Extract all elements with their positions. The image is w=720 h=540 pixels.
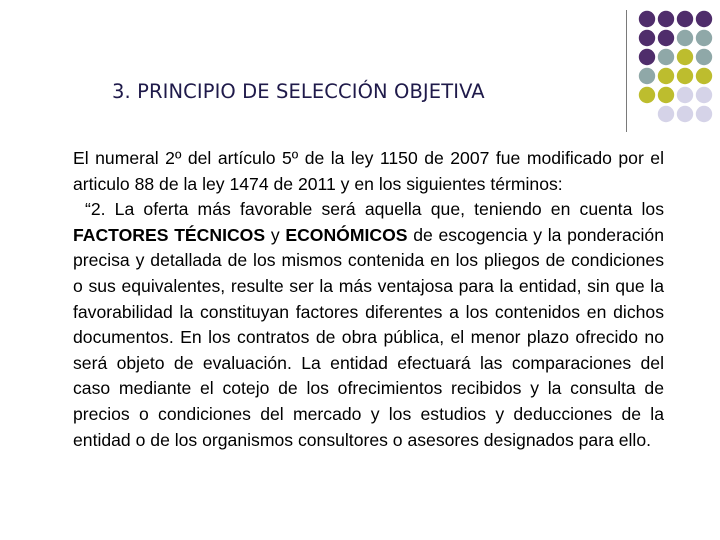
decorative-dot	[639, 68, 655, 84]
decorative-dot	[677, 49, 693, 65]
decorative-dot	[658, 11, 674, 27]
quote-bold-economic: ECONÓMICOS	[285, 224, 408, 245]
quote-text-3: de escogencia y la ponderación precisa y detallada de los mismos contenida en los pliegos de condiciones o sus equivalentes, resulte ser la más ventajosa para la entidad, sin que la favorabilidad la constituyan factores diferentes a los contenidos en dichos documentos. En los contratos de obra pública, el menor plazo ofrecido no será objeto de evaluación. La entidad efectuará las comparaciones del caso mediante el cotejo de los ofrecimientos recibidos y la consulta de precios o condiciones del mercado y los estudios y deducciones de la entidad o de los organismos consultores o asesores designados para ello.	[73, 224, 665, 450]
decorative-dot	[658, 49, 674, 65]
decorative-dot-grid	[637, 10, 717, 130]
decorative-dot	[677, 30, 693, 46]
intro-paragraph: El numeral 2º del artículo 5º de la ley 1150 de 2007 fue modificado por el articulo 88 de la ley 1474 de 2011 y en los siguientes términos:	[73, 148, 664, 194]
decorative-dot	[696, 68, 712, 84]
quote-paragraph	[73, 197, 664, 453]
decorative-dot	[696, 87, 712, 103]
decorative-dot	[639, 87, 655, 103]
quote-text-1: “2. La oferta más favorable será aquella que, teniendo en cuenta los	[85, 199, 664, 220]
decorative-dot	[639, 49, 655, 65]
slide-body	[73, 146, 664, 453]
quote-text-2: y	[265, 224, 286, 245]
decorative-dot	[658, 30, 674, 46]
quote-bold-technical: FACTORES TÉCNICOS	[73, 224, 266, 245]
decorative-dot	[696, 49, 712, 65]
decorative-dot	[658, 106, 674, 122]
decorative-dot	[677, 106, 693, 122]
decorative-dot	[677, 68, 693, 84]
decorative-dot	[696, 106, 712, 122]
decorative-dot	[696, 30, 712, 46]
decorative-dot	[658, 68, 674, 84]
decorative-dot	[658, 87, 674, 103]
decorative-dot	[696, 11, 712, 27]
decorative-dot	[639, 11, 655, 27]
decorative-dot	[639, 30, 655, 46]
decorative-dot	[677, 11, 693, 27]
slide-title: 3. PRINCIPIO DE SELECCIÓN OBJETIVA	[112, 80, 485, 103]
decorative-dot	[677, 87, 693, 103]
title-divider	[626, 10, 627, 132]
